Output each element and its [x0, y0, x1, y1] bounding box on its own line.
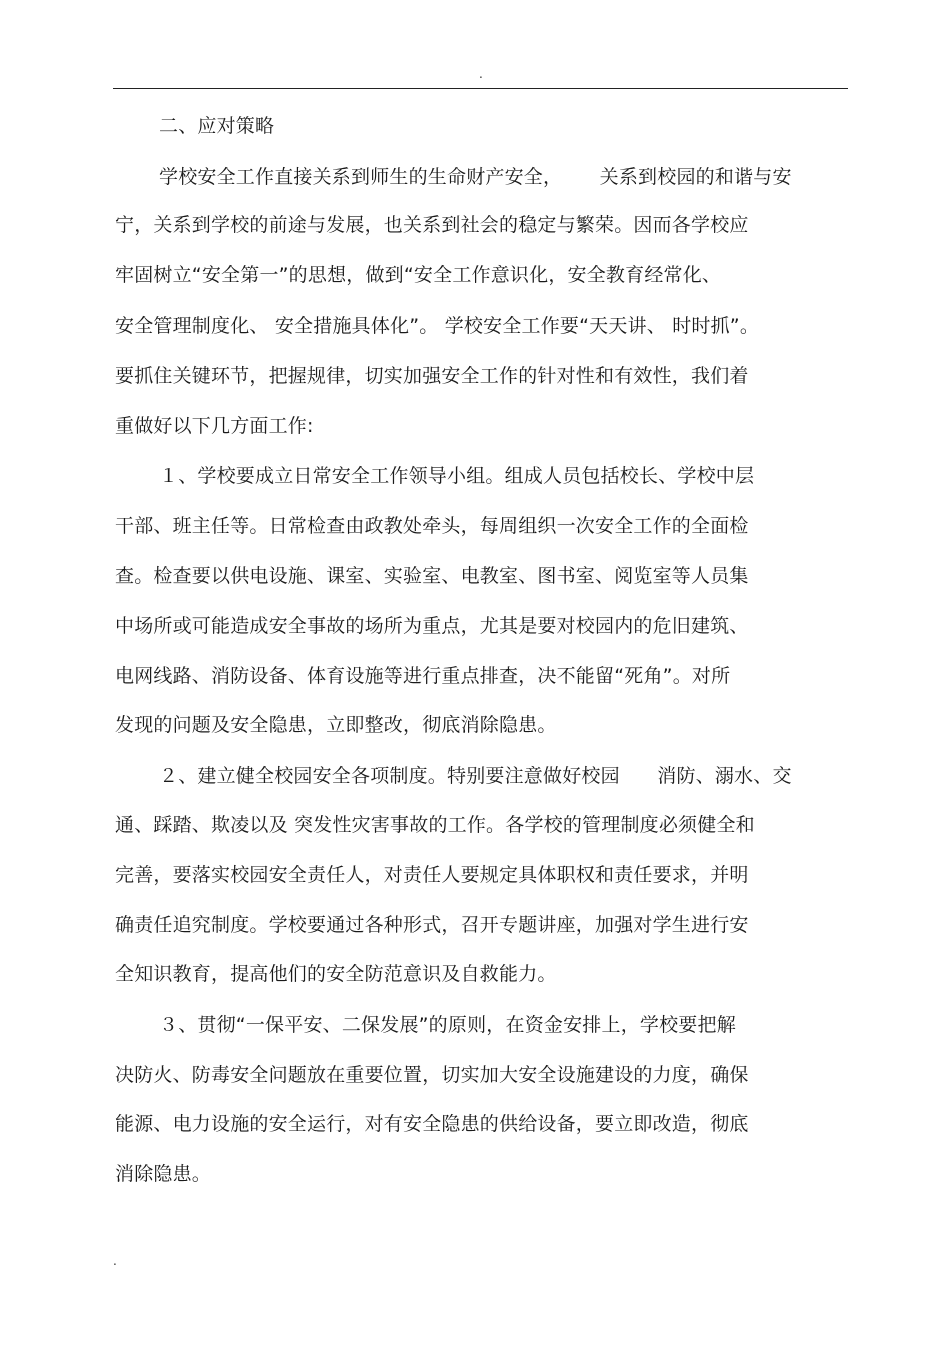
paragraph-line: ２、建立健全校园安全各项制度。特别要注意做好校园 消防、溺水、交	[159, 765, 792, 787]
paragraph-line: 发现的问题及安全隐患，立即整改，彻底消除隐患。	[115, 714, 557, 736]
paragraph-line: 通、踩踏、欺凌以及 突发性灾害事故的工作。各学校的管理制度必须健全和	[115, 814, 755, 836]
paragraph-line: 学校安全工作直接关系到师生的生命财产安全， 关系到校园的和谐与安	[159, 166, 792, 188]
section-heading: 二、应对策略	[159, 115, 275, 137]
paragraph-line: 安全管理制度化、 安全措施具体化”。 学校安全工作要“天天讲、 时时抓”。	[115, 315, 760, 337]
paragraph-line: 干部、班主任等。日常检查由政教处牵头，每周组织一次安全工作的全面检	[115, 515, 749, 537]
paragraph-line: 消除隐患。	[115, 1163, 212, 1185]
footer-marker: .	[113, 1254, 117, 1268]
paragraph-line: 全知识教育，提高他们的安全防范意识及自救能力。	[115, 963, 557, 985]
paragraph-line: 确责任追究制度。学校要通过各种形式，召开专题讲座，加强对学生进行安	[115, 914, 749, 936]
paragraph-line: 能源、电力设施的安全运行，对有安全隐患的供给设备，要立即改造，彻底	[115, 1113, 749, 1135]
paragraph-line: ３、贯彻“一保平安、二保发展”的原则，在资金安排上，学校要把解	[159, 1014, 736, 1036]
paragraph-line: 重做好以下几方面工作:	[115, 415, 314, 437]
paragraph-line: 决防火、防毒安全问题放在重要位置，切实加大安全设施建设的力度，确保	[115, 1064, 749, 1086]
paragraph-line: 电网线路、消防设备、体育设施等进行重点排查，决不能留“死角”。对所	[115, 665, 731, 687]
paragraph-line: 中场所或可能造成安全事故的场所为重点，尤其是要对校园内的危旧建筑、	[115, 615, 749, 637]
header-rule	[113, 88, 848, 89]
paragraph-line: 要抓住关键环节，把握规律，切实加强安全工作的针对性和有效性，我们着	[115, 365, 749, 387]
paragraph-line: 牢固树立“安全第一”的思想，做到“安全工作意识化，安全教育经常化、	[115, 264, 722, 286]
paragraph-line: 查。检查要以供电设施、课室、实验室、电教室、图书室、阅览室等人员集	[115, 565, 749, 587]
paragraph-line: 完善，要落实校园安全责任人，对责任人要规定具体职权和责任要求，并明	[115, 864, 749, 886]
header-marker: .	[479, 67, 483, 81]
paragraph-line: １、学校要成立日常安全工作领导小组。组成人员包括校长、学校中层	[159, 465, 755, 487]
paragraph-line: 宁，关系到学校的前途与发展，也关系到社会的稳定与繁荣。因而各学校应	[115, 214, 749, 236]
